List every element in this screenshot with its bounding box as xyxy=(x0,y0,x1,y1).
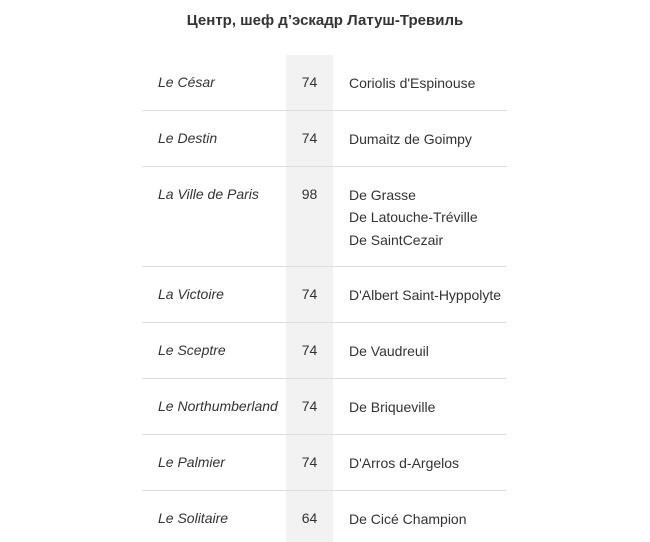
ship-name: Le Solitaire xyxy=(158,510,229,526)
ships-table xyxy=(142,55,507,542)
ship-name: Le Sceptre xyxy=(158,342,226,358)
guns-cell xyxy=(286,111,333,166)
commander-cell xyxy=(333,379,507,434)
table-row xyxy=(142,55,507,111)
ship-name-cell xyxy=(142,167,286,266)
commander-name: De Grasse xyxy=(349,186,416,203)
guns-cell xyxy=(286,55,333,110)
commander-name: D'Arros d-Argelos xyxy=(349,454,460,471)
table-row xyxy=(142,111,507,167)
guns-count: 64 xyxy=(301,510,318,526)
commander-name: Coriolis d'Espinouse xyxy=(349,74,476,91)
commander-name: Dumaitz de Goimpy xyxy=(349,130,472,147)
guns-cell xyxy=(286,323,333,378)
commander-name: De SaintCezair xyxy=(349,231,444,248)
guns-cell xyxy=(286,267,333,322)
commander-name: De Cicé Champion xyxy=(349,510,467,527)
guns-cell xyxy=(286,379,333,434)
guns-count: 74 xyxy=(301,286,318,302)
commander-cell xyxy=(333,323,507,378)
guns-count: 74 xyxy=(301,130,318,146)
guns-count: 74 xyxy=(301,342,318,358)
ship-name: La Victoire xyxy=(158,286,224,302)
commander-name: De Vaudreuil xyxy=(349,342,429,359)
table-row xyxy=(142,435,507,491)
commander-cell xyxy=(333,491,507,542)
table-row xyxy=(142,323,507,379)
guns-cell xyxy=(286,167,333,266)
table-row xyxy=(142,491,507,542)
table-row xyxy=(142,379,507,435)
guns-count: 74 xyxy=(301,454,318,470)
commander-name: De Latouche-Tréville xyxy=(349,209,478,225)
guns-count: 74 xyxy=(301,74,318,90)
commander-cell xyxy=(333,167,507,266)
ship-name: Le Destin xyxy=(158,130,218,146)
commander-cell xyxy=(333,111,507,166)
table-title: Центр, шеф д’эскадр Латуш-Тревиль xyxy=(186,12,464,29)
ship-name-cell xyxy=(142,435,286,490)
commander-name: D'Albert Saint-Hyppolyte xyxy=(349,286,502,303)
guns-cell xyxy=(286,435,333,490)
ship-name: Le Northumberland xyxy=(158,398,278,414)
commander-cell xyxy=(333,267,507,322)
ship-name: La Ville de Paris xyxy=(158,186,259,202)
guns-cell xyxy=(286,491,333,542)
guns-count: 74 xyxy=(301,398,318,414)
ship-name-cell xyxy=(142,267,286,322)
ship-name: Le Palmier xyxy=(158,454,225,470)
ship-name-cell xyxy=(142,379,286,434)
guns-count: 98 xyxy=(301,186,318,202)
table-row xyxy=(142,167,507,267)
commander-name: De Briqueville xyxy=(349,398,436,415)
ship-name-cell xyxy=(142,491,286,542)
ship-name-cell xyxy=(142,323,286,378)
commander-cell xyxy=(333,435,507,490)
table-row xyxy=(142,267,507,323)
commander-cell xyxy=(333,55,507,110)
ship-name: Le César xyxy=(158,74,215,90)
ship-name-cell xyxy=(142,55,286,110)
ship-name-cell xyxy=(142,111,286,166)
